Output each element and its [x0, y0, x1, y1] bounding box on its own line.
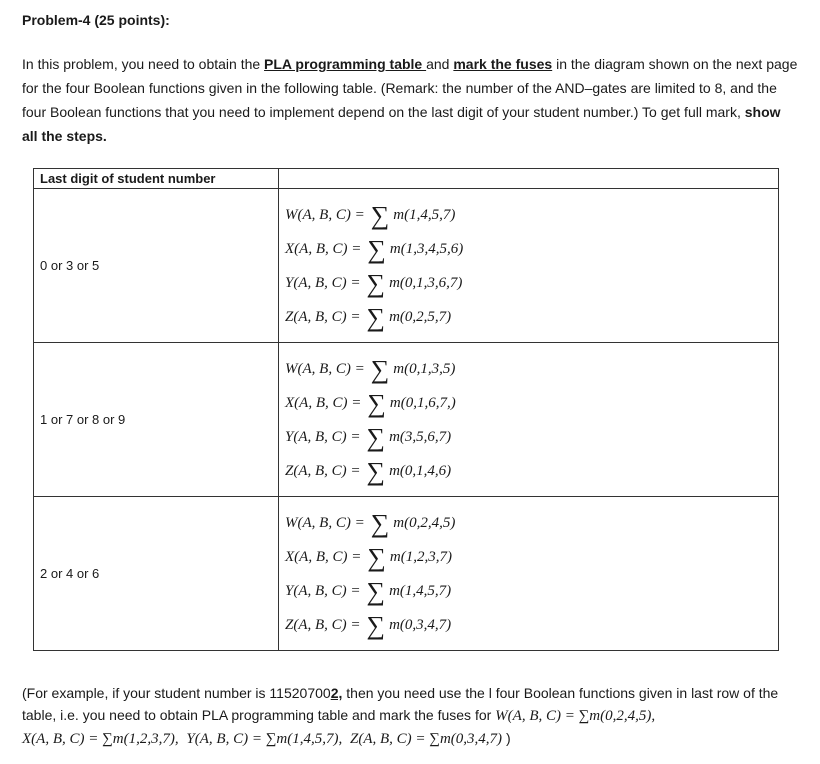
function-args: (A, B, C) = — [297, 360, 365, 377]
function-name: Z — [285, 308, 294, 325]
minterm-list: m(0,2,4,5) — [393, 514, 456, 531]
function-name: W — [285, 514, 298, 531]
function-equation — [285, 540, 778, 574]
function-args: (A, B, C) = — [293, 582, 361, 599]
function-equation — [285, 574, 778, 608]
sigma-icon: ∑ — [367, 388, 386, 418]
function-args: (A, B, C) = — [293, 428, 361, 445]
functions-cell — [279, 497, 779, 651]
function-name: Y — [285, 274, 294, 291]
pla-table-phrase: PLA programming table — [264, 56, 427, 72]
sigma-icon: ∑ — [370, 200, 390, 230]
digit-cell: 2 or 4 or 6 — [34, 497, 279, 651]
show-steps-phrase: show all the steps. — [22, 104, 781, 144]
minterm-list: m(1,3,4,5,6) — [389, 240, 464, 257]
function-equation — [285, 608, 778, 642]
function-args: (A, B, C) = — [294, 240, 362, 257]
functions-cell — [279, 343, 779, 497]
footer-func-y: Y(A, B, C) = ∑m(1,4,5,7), — [186, 731, 343, 747]
digit-cell: 1 or 7 or 8 or 9 — [34, 343, 279, 497]
minterm-list: m(0,2,5,7) — [389, 308, 452, 325]
functions-cell — [279, 189, 779, 343]
footer-text-1: (For example, if your student number is 11520700 — [22, 685, 331, 701]
mark-fuses-phrase: mark the fuses — [453, 56, 553, 72]
function-name: Z — [285, 616, 294, 633]
footer-text-3: ) — [502, 730, 511, 746]
minterm-list: m(0,1,3,6,7) — [389, 274, 463, 291]
footer-func-w: W(A, B, C) = ∑m(0,2,4,5), — [495, 708, 656, 724]
functions-table — [33, 168, 779, 651]
intro-text-1: In this problem, you need to obtain the — [22, 56, 265, 72]
sigma-icon: ∑ — [367, 542, 386, 572]
minterm-list: m(0,1,3,5) — [393, 360, 456, 377]
function-name: Z — [285, 462, 294, 479]
sigma-icon: ∑ — [366, 456, 386, 486]
minterm-list: m(0,1,6,7,) — [389, 394, 456, 411]
sigma-icon: ∑ — [370, 508, 390, 538]
function-args: (A, B, C) = — [294, 394, 362, 411]
minterm-list: m(3,5,6,7) — [389, 428, 452, 445]
function-equation — [285, 352, 778, 386]
minterm-list: m(1,4,5,7) — [389, 582, 452, 599]
digit-cell: 0 or 3 or 5 — [34, 189, 279, 343]
function-name: W — [285, 206, 298, 223]
table-row — [34, 497, 779, 651]
function-args: (A, B, C) = — [293, 308, 361, 325]
table-header-row — [34, 169, 779, 189]
problem-title: Problem-4 (25 points): — [22, 12, 170, 28]
footer-func-x: X(A, B, C) = ∑m(1,2,3,7), — [22, 731, 179, 747]
function-args: (A, B, C) = — [293, 616, 361, 633]
function-equation — [285, 266, 778, 300]
intro-paragraph — [22, 52, 798, 148]
function-name: Y — [285, 428, 294, 445]
function-args: (A, B, C) = — [297, 206, 365, 223]
function-equation — [285, 232, 778, 266]
table-body — [34, 189, 779, 651]
sigma-icon: ∑ — [366, 422, 386, 452]
function-name: X — [285, 394, 295, 411]
function-name: X — [285, 548, 295, 565]
function-equation — [285, 386, 778, 420]
function-args: (A, B, C) = — [297, 514, 365, 531]
minterm-list: m(1,2,3,7) — [389, 548, 452, 565]
table-row — [34, 189, 779, 343]
footer-note — [22, 682, 812, 750]
table-header-empty — [279, 169, 779, 189]
function-args: (A, B, C) = — [293, 274, 361, 291]
function-name: Y — [285, 582, 294, 599]
footer-text-2: then you need use the l four Boolean functions given in last row of the table, i.e. you need to obtain PLA programming table and mark the fuses for — [22, 685, 779, 723]
minterm-list: m(0,1,4,6) — [389, 462, 452, 479]
function-equation — [285, 300, 778, 334]
sigma-icon: ∑ — [366, 610, 386, 640]
intro-text-2: and — [426, 56, 454, 72]
function-equation — [285, 506, 778, 540]
footer-func-z: Z(A, B, C) = ∑m(0,3,4,7) — [350, 731, 503, 747]
table-header-digit: Last digit of student number — [34, 169, 279, 189]
minterm-list: m(0,3,4,7) — [389, 616, 452, 633]
sigma-icon: ∑ — [366, 302, 386, 332]
function-name: W — [285, 360, 298, 377]
function-args: (A, B, C) = — [294, 548, 362, 565]
footer-example-digit: 2, — [330, 685, 343, 701]
function-name: X — [285, 240, 295, 257]
function-equation — [285, 420, 778, 454]
sigma-icon: ∑ — [366, 576, 386, 606]
function-equation — [285, 198, 778, 232]
sigma-icon: ∑ — [366, 268, 386, 298]
sigma-icon: ∑ — [367, 234, 386, 264]
function-args: (A, B, C) = — [293, 462, 361, 479]
function-equation — [285, 454, 778, 488]
intro-text-3: in the diagram shown on the next page for the four Boolean functions given in the following table. (Remark: the number of the AND–gates are limited to 8, and the four Boolean functions that you need to implement depend on the last digit of your student number.) To get full mark, — [22, 56, 798, 120]
sigma-icon: ∑ — [370, 354, 390, 384]
minterm-list: m(1,4,5,7) — [393, 206, 456, 223]
table-row — [34, 343, 779, 497]
